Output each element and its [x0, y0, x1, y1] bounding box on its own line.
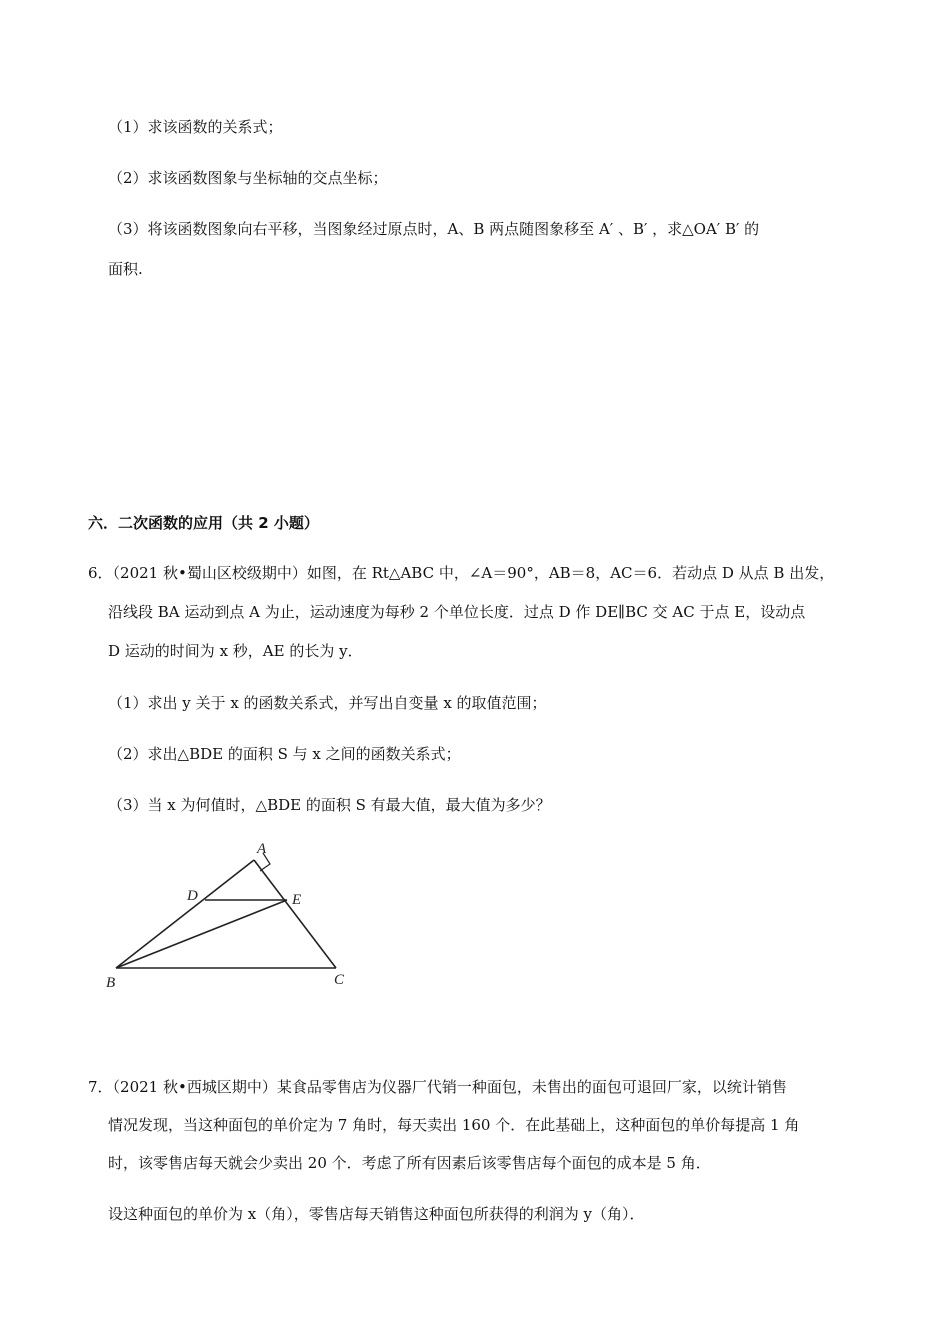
q5-part3-line2: 面积.: [108, 260, 143, 278]
q6-part2: （2）求出△BDE 的面积 S 与 x 之间的函数关系式；: [108, 745, 461, 763]
side-ac: [254, 860, 336, 968]
q5-part2: （2）求该函数图象与坐标轴的交点坐标；: [108, 169, 388, 187]
q5-part3-line1: （3）将该函数图象向右平移，当图象经过原点时，A、B 两点随图象移至 A′ 、B′ ，求△OA′ B′ 的: [108, 220, 760, 238]
section-6-title: 六．二次函数的应用（共 2 小题）: [88, 514, 319, 532]
side-ab: [116, 860, 254, 968]
q7-stem-line1: 7．（2021 秋•西城区期中）某食品零售店为仪器厂代销一种面包，未售出的面包可退回厂家，以统计销售: [88, 1078, 787, 1096]
q6-part3: （3）当 x 为何值时，△BDE 的面积 S 有最大值，最大值为多少？: [108, 796, 551, 814]
q5-part1: （1）求该函数的关系式；: [108, 118, 283, 136]
label-a: A: [257, 841, 267, 857]
q7-stem-line4: 设这种面包的单价为 x（角），零售店每天销售这种面包所获得的利润为 y（角）．: [108, 1205, 645, 1223]
q6-stem-line3: D 运动的时间为 x 秒，AE 的长为 y．: [108, 642, 363, 660]
segment-be: [116, 900, 287, 968]
label-d: D: [187, 888, 198, 904]
q6-stem-line2: 沿线段 BA 运动到点 A 为止，运动速度为每秒 2 个单位长度．过点 D 作 DE∥BC 交 AC 于点 E，设动点: [108, 603, 806, 621]
q7-stem-line2: 情况发现，当这种面包的单价定为 7 角时，每天卖出 160 个．在此基础上，这种面包的单价每提高 1 角: [108, 1116, 800, 1134]
q6-stem-line1: 6．（2021 秋•蜀山区校级期中）如图，在 Rt△ABC 中，∠A＝90°，AB＝8，AC＝6．若动点 D 从点 B 出发，: [88, 564, 835, 582]
label-b: B: [106, 975, 116, 991]
q7-stem-line3: 时，该零售店每天就会少卖出 20 个．考虑了所有因素后该零售店每个面包的成本是 5 角．: [108, 1154, 711, 1172]
q6-part1: （1）求出 y 关于 x 的函数关系式，并写出自变量 x 的取值范围；: [108, 694, 547, 712]
label-c: C: [334, 972, 345, 988]
label-e: E: [292, 892, 302, 908]
